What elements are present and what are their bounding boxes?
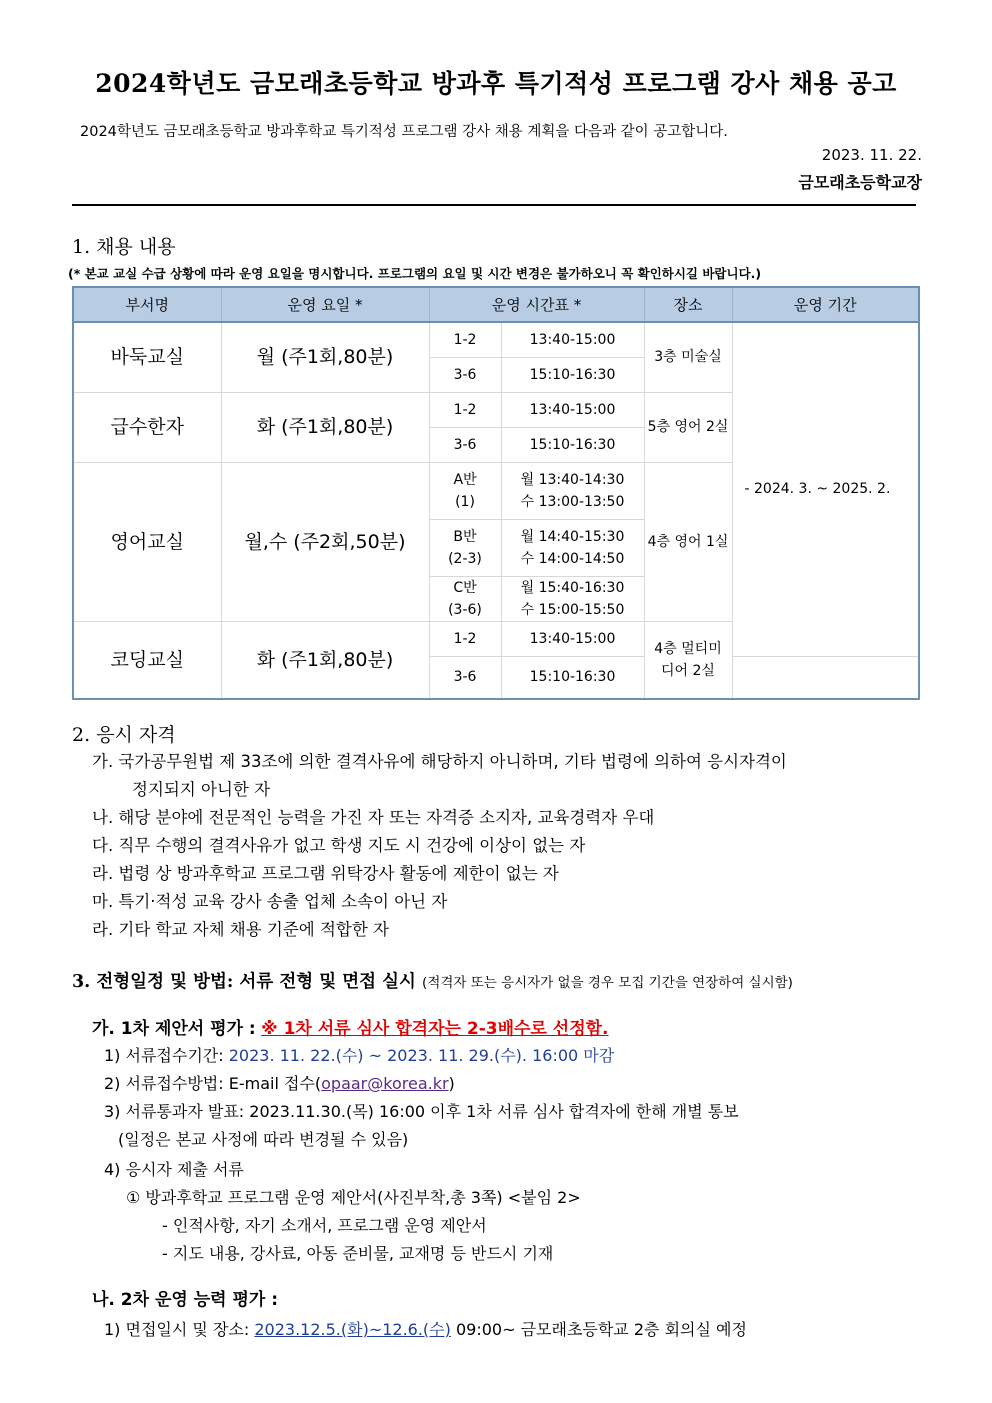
list-item: 가. 국가공무원법 제 33조에 의한 결격사유에 해당하지 아니하며, 기타 법령에 의하여 응시자격이 [92, 752, 787, 771]
grade-cell: 1-2 [429, 322, 501, 357]
time-cell: 15:10-16:30 [501, 656, 644, 699]
period-cell: - 2024. 3. ~ 2025. 2. [732, 322, 919, 656]
list-item: 다. 직무 수행의 결격사유가 없고 학생 지도 시 건강에 이상이 없는 자 [92, 836, 586, 855]
section3-heading: 3. 전형일정 및 방법: 서류 전형 및 면접 실시 (적격자 또는 응시자가 없을 경우 모집 기간을 연장하여 실시함) [72, 972, 793, 992]
place-cell: 3층 미술실 [644, 322, 732, 392]
time-cell: 13:40-15:00 [501, 621, 644, 656]
list-item: 마. 특기·적성 교육 강사 송출 업체 소속이 아닌 자 [92, 892, 448, 911]
list-item: 1) 면접일시 및 장소: 2023.12.5.(화)~12.6.(수) 09:00~ 금모래초등학교 2층 회의실 예정 [104, 1320, 747, 1339]
stage2-heading: 나. 2차 운영 능력 평가 : [92, 1290, 279, 1310]
list-item: - 인적사항, 자기 소개서, 프로그램 운영 제안서 [162, 1216, 487, 1235]
grade-cell: 3-6 [429, 427, 501, 462]
dept-cell: 영어교실 [73, 462, 221, 621]
dept-cell: 바둑교실 [73, 322, 221, 392]
list-item: ① 방과후학교 프로그램 운영 제안서(사진부착,총 3쪽) <붙임 2> [126, 1188, 581, 1207]
grade-cell: 1-2 [429, 621, 501, 656]
email-link[interactable]: opaar@korea.kr [321, 1074, 449, 1093]
list-item: 정지되지 아니한 자 [132, 780, 271, 799]
intro-text: 2024학년도 금모래초등학교 방과후학교 특기적성 프로그램 강사 채용 계획을 다음과 같이 공고합니다. [80, 124, 728, 140]
list-item: 2) 서류접수방법: E-mail 접수(opaar@korea.kr) [104, 1074, 455, 1093]
section3-note: (적격자 또는 응시자가 없을 경우 모집 기간을 연장하여 실시함) [422, 975, 793, 991]
list-item: 4) 응시자 제출 서류 [104, 1160, 244, 1179]
day-cell: 화 (주1회,80분) [221, 392, 429, 462]
time-cell: 13:40-15:00 [501, 392, 644, 427]
time-cell: 월 15:40-16:30 수 15:00-15:50 [501, 576, 644, 621]
place-cell: 5층 영어 2실 [644, 392, 732, 462]
time-cell: 월 14:40-15:30 수 14:00-14:50 [501, 519, 644, 576]
header-period: 운영 기간 [732, 287, 919, 322]
class-cell: C반 (3-6) [429, 576, 501, 621]
header-dept: 부서명 [73, 287, 221, 322]
list-item: 나. 해당 분야에 전문적인 능력을 가진 자 또는 자격증 소지자, 교육경력자 우대 [92, 808, 655, 827]
stage1-note: ※ 1차 서류 심사 합격자는 2-3배수로 선정함. [261, 1019, 609, 1039]
signer: 금모래초등학교장 [798, 173, 922, 192]
section2-heading: 2. 응시 자격 [72, 724, 176, 746]
time-cell: 월 13:40-14:30 수 13:00-13:50 [501, 462, 644, 519]
dept-cell: 코딩교실 [73, 621, 221, 699]
list-item: 라. 법령 상 방과후학교 프로그램 위탁강사 활동에 제한이 없는 자 [92, 864, 559, 883]
divider [72, 204, 916, 206]
grade-cell: 3-6 [429, 357, 501, 392]
page-title: 2024학년도 금모래초등학교 방과후 특기적성 프로그램 강사 채용 공고 [95, 69, 897, 98]
day-cell: 화 (주1회,80분) [221, 621, 429, 699]
table-row [73, 322, 919, 357]
day-cell: 월 (주1회,80분) [221, 322, 429, 392]
dept-cell: 급수한자 [73, 392, 221, 462]
time-cell: 15:10-16:30 [501, 357, 644, 392]
interview-date: 2023.12.5.(화)~12.6.(수) [254, 1320, 451, 1339]
list-item: 3) 서류통과자 발표: 2023.11.30.(목) 16:00 이후 1차 서류 심사 합격자에 한해 개별 통보 [104, 1102, 739, 1121]
time-cell: 13:40-15:00 [501, 322, 644, 357]
table-header-row [73, 287, 919, 322]
grade-cell: 3-6 [429, 656, 501, 699]
list-item: 1) 서류접수기간: 2023. 11. 22.(수) ~ 2023. 11. 29.(수). 16:00 마감 [104, 1046, 615, 1065]
class-cell: B반 (2-3) [429, 519, 501, 576]
place-cell: 4층 영어 1실 [644, 462, 732, 621]
header-place: 장소 [644, 287, 732, 322]
place-cell: 4층 멀티미디어 2실 [644, 621, 732, 699]
submission-period: 2023. 11. 22.(수) ~ 2023. 11. 29.(수). 16:00 마감 [228, 1046, 615, 1065]
section1-note: (* 본교 교실 수급 상황에 따라 운영 요일을 명시합니다. 프로그램의 요일 및 시간 변경은 불가하오니 꼭 확인하시길 바랍니다.) [68, 266, 762, 281]
grade-cell: 1-2 [429, 392, 501, 427]
day-cell: 월,수 (주2회,50분) [221, 462, 429, 621]
list-item: 라. 기타 학교 자체 채용 기준에 적합한 자 [92, 920, 389, 939]
list-item: (일정은 본교 사정에 따라 변경될 수 있음) [118, 1130, 409, 1149]
header-day: 운영 요일 * [221, 287, 429, 322]
list-item: - 지도 내용, 강사료, 아동 준비물, 교재명 등 반드시 기재 [162, 1244, 554, 1263]
notice-date: 2023. 11. 22. [821, 146, 922, 164]
class-cell: A반 (1) [429, 462, 501, 519]
stage1-heading: 가. 1차 제안서 평가 : ※ 1차 서류 심사 합격자는 2-3배수로 선정함. [92, 1019, 609, 1039]
schedule-table [72, 286, 920, 700]
header-time: 운영 시간표 * [429, 287, 644, 322]
section1-heading: 1. 채용 내용 [72, 236, 176, 258]
time-cell: 15:10-16:30 [501, 427, 644, 462]
